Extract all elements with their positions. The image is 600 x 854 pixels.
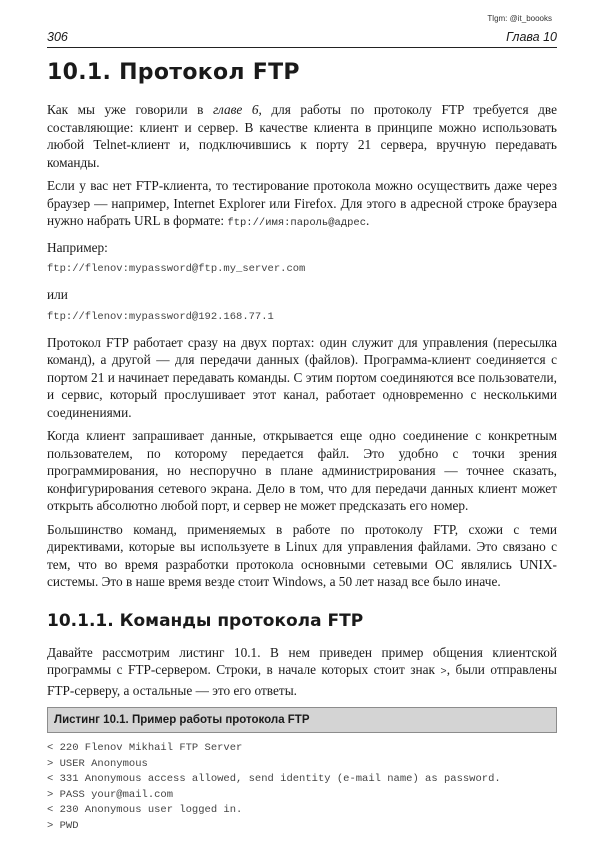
client-marker: >: [440, 666, 447, 678]
paragraph-ports: Протокол FTP работает сразу на двух портах: один служит для управления (пересылка команд), а другой — для передачи данных (файлов). Программа-клиент соединяется с портом 21 и начинает передавать команды. С этим портом соединяются все пользователи, и сервис, который прослушивает этот канал, работает одновременно с несколькими соединениями.: [47, 334, 557, 420]
listing-line: > PASS your@mail.com: [47, 788, 174, 801]
paragraph-connections: Когда клиент запрашивает данные, открывается еще одно соединение с конкретным пользователем, по которому передается файл. Это удобно с точки зрения программирования, но неспоручно в плане администрирования — точнее сказать, конфигурирования сетевого экрана. Дело в том, что для передачи данных клиент может открыть абсолютно любой порт, и сервер не может предсказать его номер.: [47, 428, 557, 513]
listing-title: Листинг 10.1. Пример работы протокола FTP: [47, 707, 557, 733]
paragraph-commands: Большинство команд, применяемых в работе по протоколу FTP, схожи с теми директивами, которые вы используете в Linux для управления файлами. Это связано с тем, что во время разработки протокола основными сетевыми ОС являлись UNIX-системы. Это в наше время везде стоит Windows, а 50 лет назад все было иначе.: [47, 521, 557, 589]
running-header: [47, 29, 557, 48]
watermark: Tlgm: @it_boooks: [487, 14, 552, 23]
listing-line: < 331 Anonymous access allowed, send identity (e-mail name) as password.: [47, 773, 501, 785]
subsection-title: 10.1.1. Команды протокола FTP: [47, 610, 364, 631]
or-label: или: [47, 287, 68, 302]
chapter-reference: главе 6: [212, 102, 259, 117]
listing-code: [47, 741, 557, 834]
paragraph-browser: Если у вас нет FTP-клиента, то тестирование протокола можно осуществить даже через браузер — например, Internet Explorer или Firefox. Для этого в адресной строке браузера нужно набрать URL в формате: ftp://имя:пароль@адрес.: [47, 178, 557, 229]
page-content: [47, 59, 557, 834]
listing-line: < 230 Anonymous user logged in.: [47, 804, 243, 816]
section-title: 10.1. Протокол FTP: [47, 60, 300, 85]
listing-line: > USER Anonymous: [47, 757, 148, 770]
chapter-label: Глава 10: [506, 30, 557, 44]
listing-line: > PWD: [47, 819, 79, 832]
paragraph-listing-intro: Давайте рассмотрим листинг 10.1. В нем приведен пример общения клиентской программы с FTP-сервером. Строки, в начале которых стоит знак >, были отправлены FTP-серверу, а остальные — это его ответы.: [47, 644, 557, 698]
code-example-1: ftp://flenov:mypassword@ftp.my_server.com: [47, 263, 306, 275]
code-example-2: ftp://flenov:mypassword@192.168.77.1: [47, 310, 274, 323]
listing-line: < 220 Flenov Mikhail FTP Server: [47, 742, 243, 754]
paragraph-intro: Как мы уже говорили в главе 6, для работы по протоколу FTP требуется две составляющие: клиент и сервер. В качестве клиента в принципе можно использовать любой Telnet-клиент и, подключившись к порту 21 сервера, вручную передавать команды.: [47, 102, 557, 170]
url-format: ftp://имя:пароль@адрес: [227, 217, 367, 229]
page-number: 306: [47, 30, 68, 44]
example-label: Например:: [47, 239, 108, 255]
